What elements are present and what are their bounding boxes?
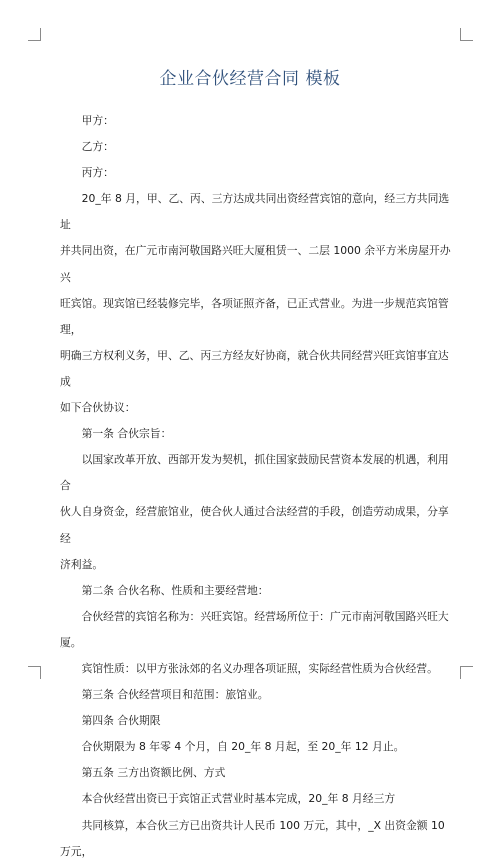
page-corner-mark-top-left — [28, 28, 41, 41]
text-line: 以国家改革开放、西部开发为契机，抓住国家鼓励民营资本发展的机遇，利用合 — [60, 453, 449, 493]
text-line: 甲方： — [81, 114, 114, 127]
text-line: 丙方： — [81, 166, 114, 180]
text-line: 第四条 合伙期限 — [81, 714, 161, 728]
text-line: 并共同出资，在广元市南河敬国路兴旺大厦租赁一、二层 1000 余平方米房屋开办兴 — [60, 244, 451, 284]
document-title: 企业合伙经营合同 模板 — [159, 69, 341, 89]
text-line: 旺宾馆。现宾馆已经装修完毕，各项证照齐备，已正式营业。为进一步规范宾馆管理， — [60, 296, 449, 336]
text-line: 共同核算，本合伙三方已出资共计人民币 100 万元，其中，_X 出资金额 10 万元， — [60, 818, 445, 858]
text-line: 第一条 合伙宗旨： — [81, 427, 172, 441]
page-corner-mark-bottom-left — [28, 666, 41, 679]
page-corner-mark-top-right — [460, 28, 473, 41]
text-line: 合伙经营的宾馆名称为：兴旺宾馆。经营场所位于：广元市南河敬国路兴旺大厦。 — [60, 609, 449, 649]
document-body — [60, 108, 452, 865]
text-line: 第二条 合伙名称、性质和主要经营地： — [81, 583, 269, 597]
text-line: 如下合伙协议： — [60, 401, 136, 415]
text-line: 20_年 8 月，甲、乙、丙、三方达成共同出资经营宾馆的意向，经三方共同选址 — [60, 192, 450, 232]
text-line: 明确三方权利义务，甲、乙、丙三方经友好协商，就合伙共同经营兴旺宾馆事宜达成 — [60, 348, 449, 388]
text-line: 宾馆性质：以甲方张泳郊的名义办理各项证照，实际经营性质为合伙经营。 — [81, 661, 438, 675]
text-line: 济利益。 — [60, 557, 104, 571]
text-line: 本合伙经营出资已于宾馆正式营业时基本完成，20_年 8 月经三方 — [81, 792, 396, 806]
text-line: 乙方： — [81, 140, 114, 154]
text-line: 合伙期限为 8 年零 4 个月，自 20_年 8 月起，至 20_年 12 月止。 — [81, 740, 405, 754]
text-line: 第三条 合伙经营项目和范围：旅馆业。 — [81, 688, 269, 702]
text-line: 伙人自身资金，经营旅馆业，使合伙人通过合法经营的手段，创造劳动成果，分享经 — [60, 505, 449, 545]
page-corner-mark-bottom-right — [460, 666, 473, 679]
text-line: 第五条 三方出资额比例、方式 — [81, 766, 226, 780]
